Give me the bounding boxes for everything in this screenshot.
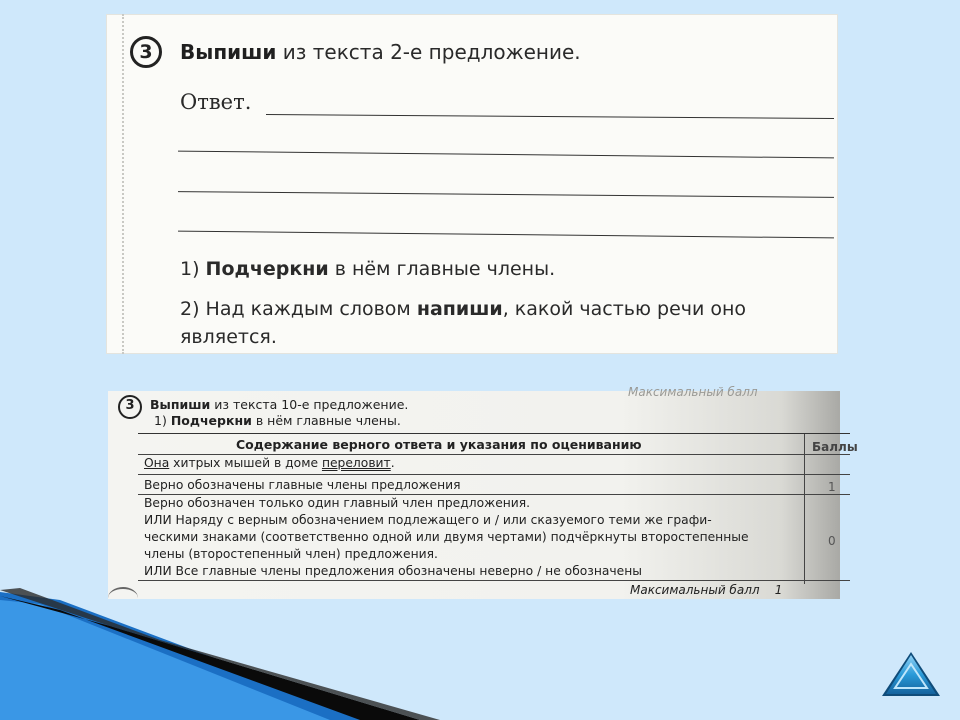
max-score-label: Максимальный балл 1 — [630, 583, 783, 597]
task-card-scan — [106, 14, 838, 354]
row-divider — [138, 494, 850, 495]
example-sentence: Она хитрых мышей в доме переловит. — [144, 456, 395, 470]
answer-line-3 — [178, 191, 834, 198]
row-divider — [138, 474, 850, 475]
task-title-bold: Выпиши — [180, 40, 277, 64]
task-title-rest: из текста 2-е предложение. — [276, 40, 581, 64]
scroll-up-button[interactable] — [880, 650, 942, 700]
task-title — [180, 40, 581, 64]
bleed-through-text: Максимальный балл — [628, 385, 758, 399]
score-header: Баллы — [812, 440, 858, 454]
answer-line-1 — [266, 114, 834, 119]
grading-subtitle: 1) Подчеркни в нём главные члены. — [154, 413, 401, 428]
task-item-1: 1) Подчеркни в нём главные члены. — [180, 258, 556, 280]
answer-line-4 — [178, 231, 834, 239]
table-row: ческими знаками (соответственно одной или двумя чертами) подчёркнуты второстепенные — [144, 530, 749, 544]
grading-card-scan — [108, 385, 858, 599]
margin-dots — [122, 14, 124, 354]
row-score: 0 — [828, 534, 836, 548]
task-item-2-cont: является. — [180, 326, 277, 348]
table-row: члены (второстепенный член) предложения. — [144, 547, 438, 561]
table-header: Содержание верного ответа и указания по оцениванию — [236, 437, 642, 452]
answer-label: Ответ. — [180, 90, 252, 114]
row-score: 1 — [828, 480, 836, 494]
predicate-word: переловит — [321, 456, 391, 470]
table-row: ИЛИ Все главные члены предложения обозначены неверно / не обозначены — [144, 564, 642, 578]
answer-line-2 — [178, 151, 834, 159]
table-row: ИЛИ Наряду с верным обозначением подлежащего и / или сказуемого теми же графи- — [144, 513, 712, 527]
next-task-badge-stub — [108, 587, 138, 609]
subject-word: Она — [144, 456, 170, 470]
grading-table — [138, 433, 858, 584]
task-item-2: 2) Над каждым словом напиши, какой частью речи оно — [180, 298, 747, 320]
table-row: Верно обозначены главные члены предложения — [144, 478, 461, 492]
table-row: Верно обозначен только один главный член предложения. — [144, 496, 531, 510]
triangle-up-icon — [880, 650, 942, 700]
row-divider — [138, 580, 850, 581]
grading-title: Выпиши из текста 10-е предложение. — [150, 397, 409, 412]
grading-number-badge: 3 — [118, 395, 142, 419]
row-divider — [138, 454, 850, 455]
task-number-badge: 3 — [130, 36, 162, 68]
score-column-divider — [804, 434, 805, 584]
